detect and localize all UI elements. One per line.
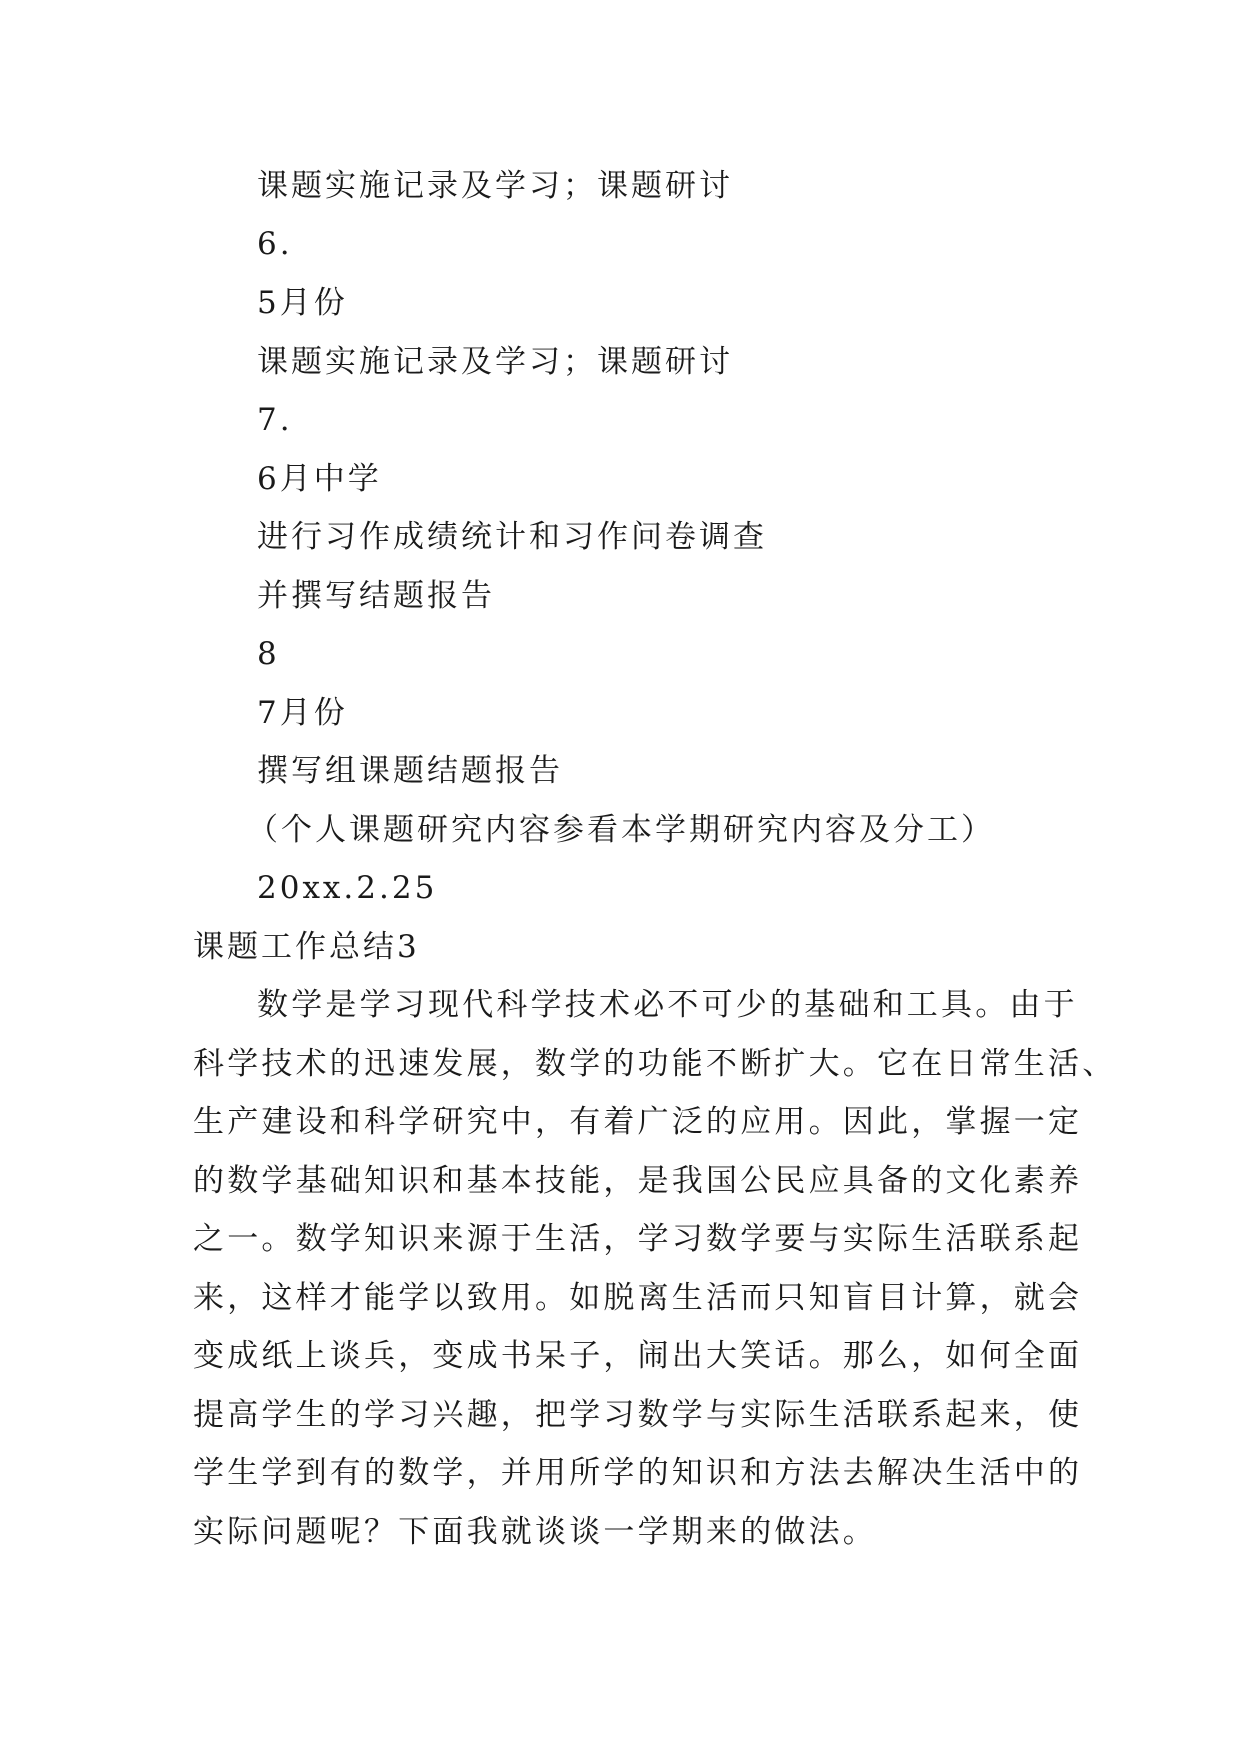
list-item: 并撰写结题报告 — [257, 578, 495, 614]
paragraph-line: 学生学到有的数学，并用所学的知识和方法去解决生活中的 — [193, 1455, 1083, 1491]
list-item: 5月份 — [257, 285, 348, 321]
section-title: 课题工作总结3 — [193, 929, 420, 965]
list-item: 7. — [257, 402, 293, 438]
paragraph-line: 提高学生的学习兴趣，把学习数学与实际生活联系起来，使 — [193, 1397, 1083, 1433]
list-item: 8 — [257, 636, 280, 672]
list-item: 进行习作成绩统计和习作问卷调查 — [257, 519, 767, 555]
list-item: 7月份 — [257, 695, 348, 731]
list-item: 课题实施记录及学习；课题研讨 — [257, 344, 733, 380]
list-item: 6. — [257, 226, 293, 262]
list-item: 撰写组课题结题报告 — [257, 753, 563, 789]
paragraph-line: 科学技术的迅速发展，数学的功能不断扩大。它在日常生活、 — [193, 1046, 1117, 1082]
paragraph-line: 实际问题呢？下面我就谈谈一学期来的做法。 — [193, 1514, 877, 1550]
list-item: 6月中学 — [257, 461, 382, 497]
paragraph-line: 的数学基础知识和基本技能，是我国公民应具备的文化素养 — [193, 1163, 1083, 1199]
list-item: 课题实施记录及学习；课题研讨 — [257, 168, 733, 204]
list-item: （个人课题研究内容参看本学期研究内容及分工） — [247, 812, 995, 848]
paragraph-line: 之一。数学知识来源于生活，学习数学要与实际生活联系起 — [193, 1221, 1083, 1257]
paragraph-line: 数学是学习现代科学技术必不可少的基础和工具。由于 — [257, 987, 1078, 1023]
paragraph-line: 来，这样才能学以致用。如脱离生活而只知盲目计算，就会 — [193, 1280, 1083, 1316]
paragraph-line: 变成纸上谈兵，变成书呆子，闹出大笑话。那么，如何全面 — [193, 1338, 1083, 1374]
date-line: 20xx.2.25 — [257, 870, 438, 906]
paragraph-line: 生产建设和科学研究中，有着广泛的应用。因此，掌握一定 — [193, 1104, 1083, 1140]
